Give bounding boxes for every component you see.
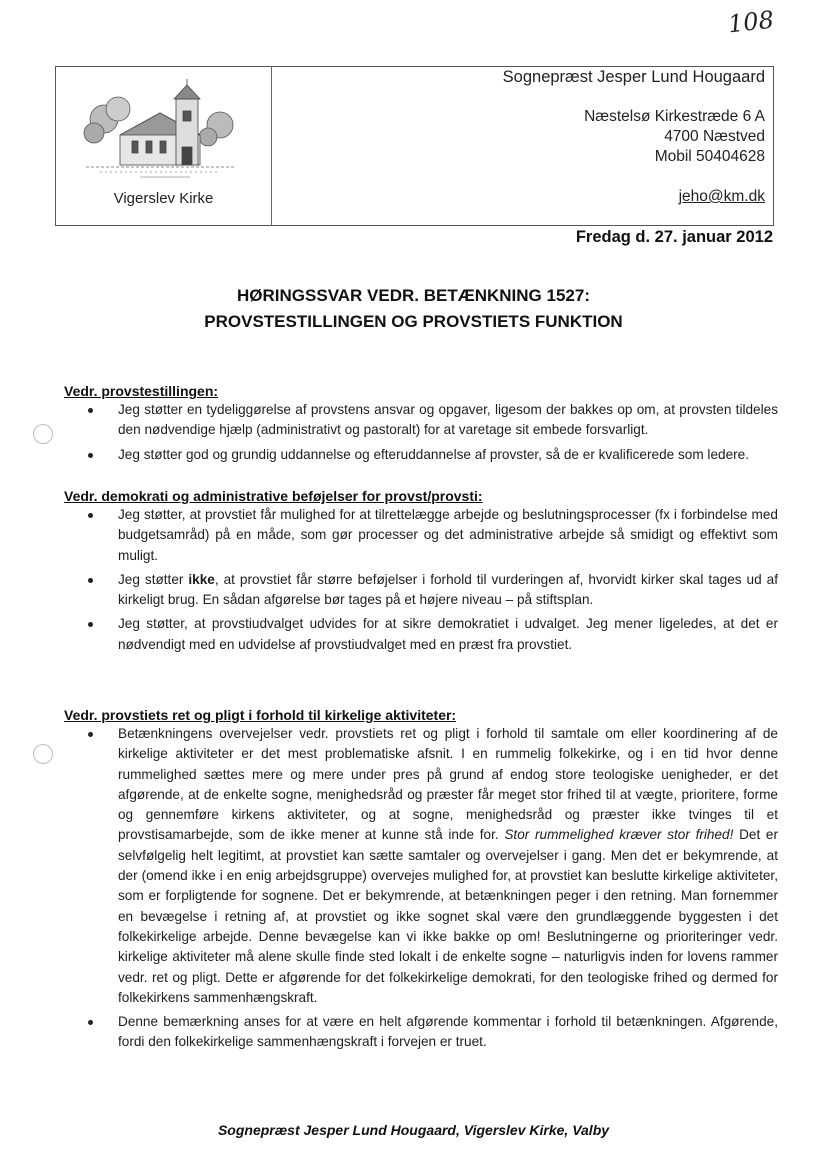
section-heading: Vedr. demokrati og administrative beføjelser for provst/provsti: — [64, 488, 483, 504]
letter-date: Fredag d. 27. januar 2012 — [575, 228, 773, 246]
bullet-icon — [88, 408, 93, 413]
bullet-list — [0, 724, 778, 1053]
title-line-2: PROVSTESTILLINGEN OG PROVSTIETS FUNKTION — [204, 312, 623, 331]
bullet-list — [0, 505, 778, 655]
list-item: Jeg støtter, at provstiudvalget udvides for at sikre demokratiet i udvalget. Jeg mener ligeledes, at det er nødvendigt med en udvidelse af provstiudvalget med en præst fra provstiet. — [0, 614, 778, 655]
church-name: Vigerslev Kirke — [113, 190, 214, 207]
list-item: Denne bemærkning anses for at være en helt afgørende kommentar i forhold til betænkningen. Afgørende, fordi den folkekirkelige sammenhængskraft i forvejen er truet. — [0, 1012, 778, 1053]
list-item: Betænkningens overvejelser vedr. provstiets ret og pligt i forhold til samtale om eller koordinering af de kirkelige aktiviteter er det mest problematiske afsnit. I en rummelig folkekirke, og i en tid hvor denne rummelighed sættes mere og mere under pres på grund af endog store teologiske uenigheder, er det afgørende, at de enkelte sogne, menighedsråd og præster får meget stor frihed til at vægte, prioritere, forme og gennemføre kirkens aktiviteter, og at sogne, menighedsråd og præster ikke tvinges til et provstisamarbejde, som de ikke mener at kunne stå inde for. Stor rummelighed kræver stor frihed! Det er selvfølgelig helt legitimt, at provstiet kan sætte samtaler og overvejelser i gang. Men det er bekymrende, at der (omend ikke i en enig arbejdsgruppe) overvejes mulighed for, at provstiet kan beslutte kirkelige aktiviteter, som er forpligtende for sognene. Det er bekymrende, at betænkningen peger i den retning. Man fornemmer en bevægelse i retning af, at provstiet og ikke sognet skal være den grundlæggende byggesten i det folkekirkelige arbejde. Denne bevægelse kan vi ikke bakke op om! Beslutningerne og prioriteringer vedr. kirkelige aktiviteter må alene skulle finde sted lokalt i de enkelte sogne – naturligvis inden for lovens rammer vedr. ret og pligt. Dette er afgørende for det folkekirkelige demokrati, for den teologiske frihed og dermed for folkekirkens sammenhængskraft. — [0, 724, 778, 1008]
address-line-2: 4700 Næstved — [664, 128, 765, 145]
document-title — [0, 283, 827, 335]
church-illustration — [80, 77, 242, 185]
section-heading: Vedr. provstiets ret og pligt i forhold til kirkelige aktiviteter: — [64, 707, 457, 723]
sender-name: Sognepræst Jesper Lund Hougaard — [502, 68, 765, 86]
letterhead-divider — [271, 67, 272, 225]
signature-line: Sognepræst Jesper Lund Hougaard, Vigerslev Kirke, Valby — [217, 1122, 610, 1138]
list-item: Jeg støtter, at provstiet får mulighed for at tilrettelægge arbejde og beslutningsprocesser (fx i forbindelse med budgetsamråd) på en måde, som gør processer og det administrative arbejde så smidigt og effektivt som muligt. — [0, 505, 778, 566]
handwritten-page-number: 108 — [726, 5, 776, 39]
bullet-icon — [88, 732, 93, 737]
bullet-icon — [88, 453, 93, 458]
bullet-icon — [88, 622, 93, 627]
section-heading: Vedr. provstestillingen: — [64, 383, 219, 399]
address-line-1: Næstelsø Kirkestræde 6 A — [584, 108, 765, 125]
bullet-icon — [88, 513, 93, 518]
letterhead — [55, 66, 774, 226]
list-item: Jeg støtter en tydeliggørelse af provstens ansvar og opgaver, ligesom der bakkes op om, at provsten tildeles den nødvendige hjælp (administrativt og pastoralt) for at varetage sit embede forsvarligt. — [0, 400, 778, 441]
email-link[interactable]: jeho@km.dk — [678, 188, 765, 205]
bullet-list — [0, 400, 778, 465]
sender-block — [503, 67, 765, 207]
title-line-1: HØRINGSSVAR VEDR. BETÆNKNING 1527: — [237, 286, 590, 305]
bullet-icon — [88, 1020, 93, 1025]
list-item: Jeg støtter ikke, at provstiet får større beføjelser i forhold til vurderingen af, hvorvidt kirker skal tages ud af kirkeligt brug. En sådan afgørelse bør tages på et højere niveau – på stiftsplan. — [0, 570, 778, 611]
list-item: Jeg støtter god og grundig uddannelse og efteruddannelse af provster, så de er kvalificerede som ledere. — [0, 445, 778, 465]
mobile-number: Mobil 50404628 — [654, 148, 765, 165]
bullet-icon — [88, 578, 93, 583]
